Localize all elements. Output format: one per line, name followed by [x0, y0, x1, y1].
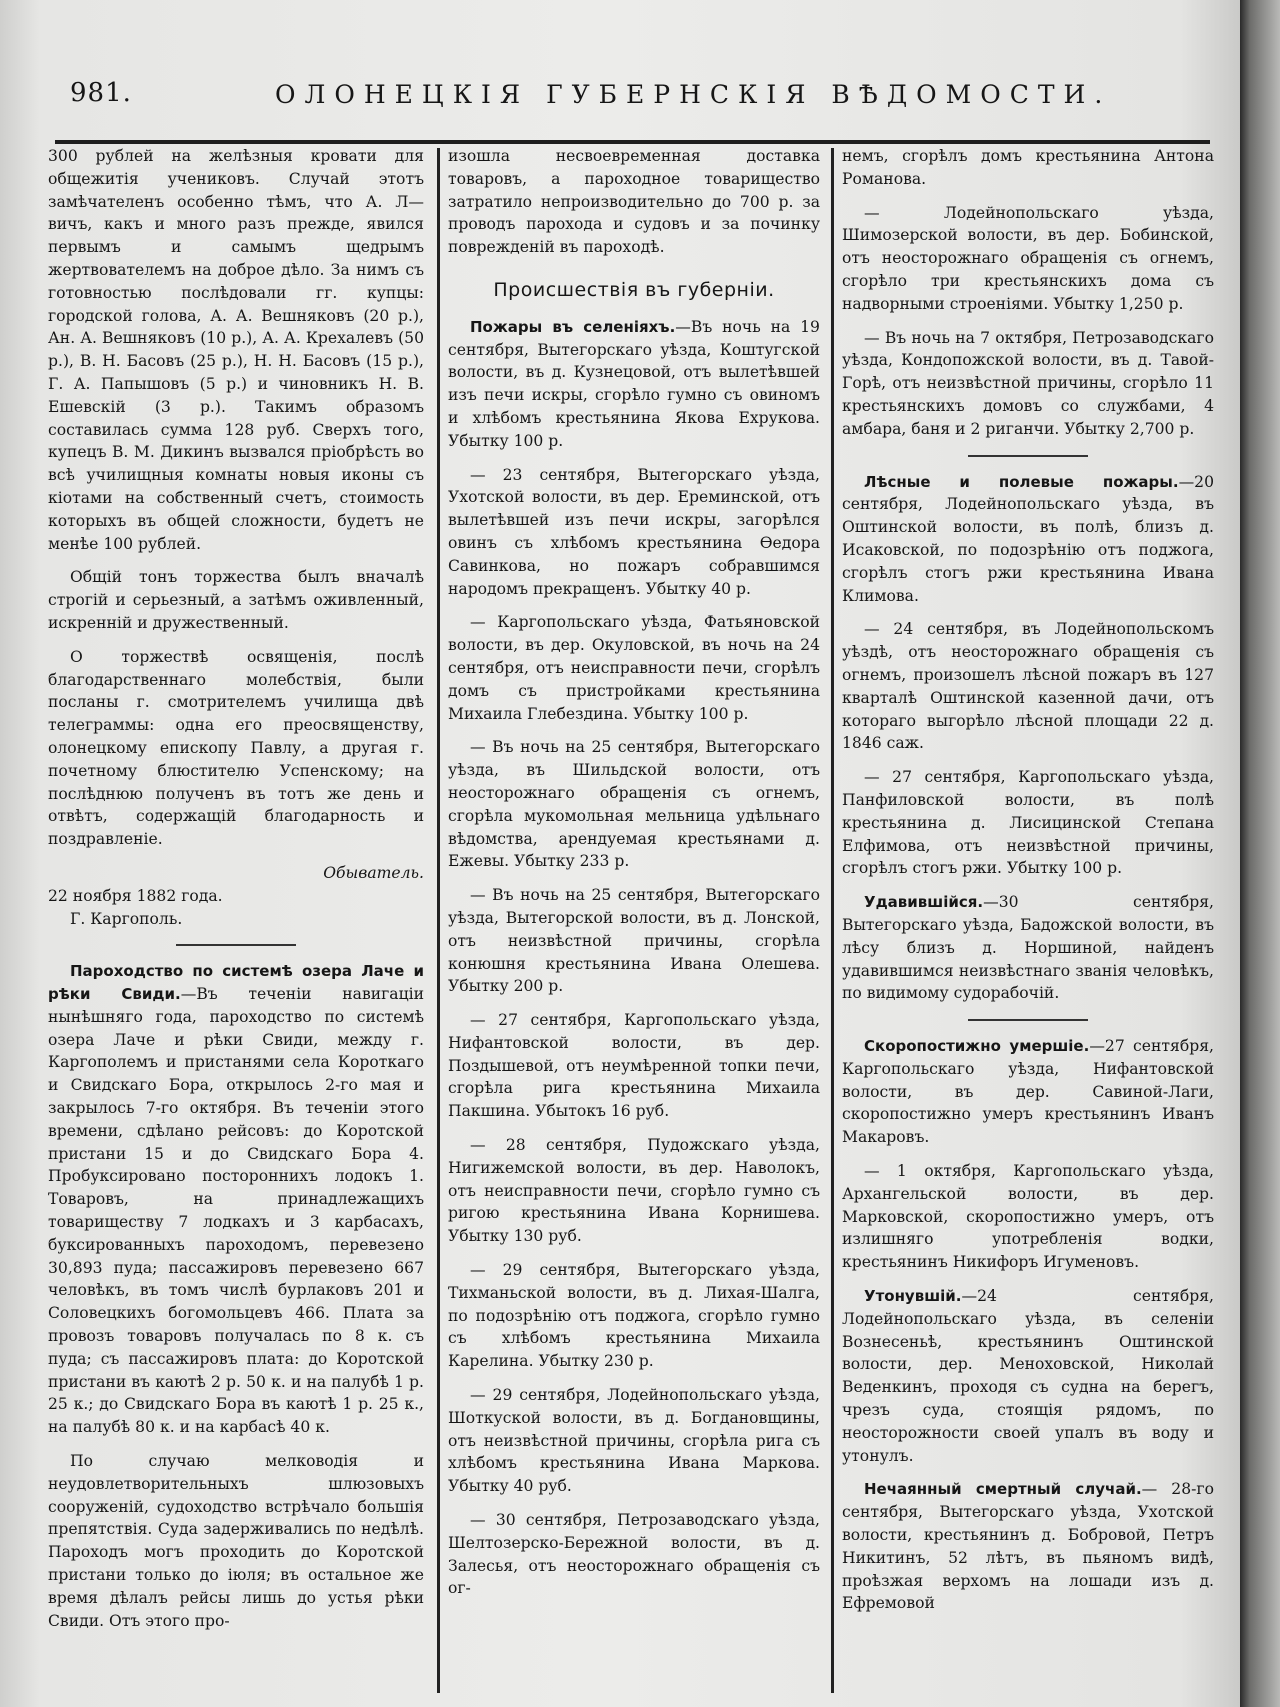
col2-paragraph-continuation: изошла несвоевременная доставка товаровъ, а пароходное товарищество затратило непроизводительно до 700 р. за проводъ парохода и судовъ и за починку поврежденій въ пароходѣ. — [448, 147, 820, 257]
col1-paragraph-telegrams: О торжествѣ освященія, послѣ благодарственнаго молебствія, были посланы г. смотрителемъ училища двѣ телеграммы: одна его преосвященству, олонецкому епископу Павлу, а другая г. почетному блюстителю Успенскому; на послѣднюю полученъ въ тотъ же день и отвѣтъ, содержащій благодарность и поздравленіе. — [48, 647, 424, 849]
village-fires-body: —Въ ночь на 19 сентября, Вытегорскаго уѣзда, Коштугской волости, въ д. Кузнецовой, отъ вылетѣвшей изъ печи искры, сгорѣло гумно съ овиномъ и хлѣбомъ крестьянина Якова Ехрукова. Убытку 100 р. — [448, 317, 820, 450]
col2-item-4: — Въ ночь на 25 сентября, Вытегорскаго уѣзда, въ Шильдской волости, отъ неосторожнаго обращенія съ огнемъ, сгорѣла мукомольная мельница удѣльнаго вѣдомства, арендуемая крестьянами д. Ежевы. Убытку 233 р. — [448, 738, 820, 871]
col1-signature: Обыватель. — [323, 863, 424, 882]
col2-item-7: — 28 сентября, Пудожскаго уѣзда, Нигижемской волости, въ дер. Наволокъ, отъ неисправности печи, сгорѣло гумно съ ригою крестьянина Ивана Корнишева. Убытку 130 руб. — [448, 1136, 820, 1246]
col3-paragraph-hanged — [842, 891, 1214, 1005]
drowned-heading: Утонувшій. — [864, 1287, 962, 1306]
forest-fires-body: —20 сентября, Лодейнопольскаго уѣзда, въ Оштинской волости, въ полѣ, близъ д. Исаковской, по подозрѣнію отъ поджога, сгорѣлъ стогъ ржи крестьянина Ивана Климова. — [842, 472, 1214, 605]
sudden-death-heading: Скоропостижно умершіе. — [864, 1037, 1090, 1056]
hanged-body: —30 сентября, Вытегорскаго уѣзда, Бадожской волости, въ лѣсу близъ д. Норшиной, найденъ удавившимся неизвѣстнаго званія человѣкъ, по видимому судорабочій. — [842, 893, 1214, 1003]
col3-paragraph-continuation: немъ, сгорѣлъ домъ крестьянина Антона Романова. — [842, 147, 1214, 188]
col3-separator-2 — [968, 1019, 1088, 1021]
accident-heading: Нечаянный смертный случай. — [864, 1480, 1142, 1499]
hanged-heading: Удавившійся. — [864, 893, 984, 912]
accident-body: — 28-го сентября, Вытегорскаго уѣзда, Ухотской волости, крестьянинъ д. Бобровой, Петръ Никитинъ, 52 лѣтъ, въ пьяномъ видѣ, проѣзжая верхомъ на лошади изъ д. Ефремовой — [842, 1480, 1214, 1613]
col3-item-2: — Лодейнопольскаго уѣзда, Шимозерской волости, въ дер. Бобинской, отъ неосторожнаго обращенія съ огнемъ, сгорѣло три крестьянскихъ дома съ надворными строеніями. Убытку 1,250 р. — [842, 203, 1214, 313]
header-rule — [55, 140, 1210, 144]
col3-paragraph-accident — [842, 1478, 1214, 1615]
col1-separator — [176, 944, 296, 946]
sudden-death-body: —27 сентября, Каргопольскаго уѣзда, Нифантовской волости, въ дер. Савиной-Лаги, скоропостижно умеръ крестьянинъ Иванъ Макаровъ. — [842, 1037, 1214, 1147]
col3-item-forest-2: — 24 сентября, въ Лодейнопольскомъ уѣздѣ, отъ неосторожнаго обращенія съ огнемъ, произошелъ лѣсной пожаръ въ 127 кварталѣ Оштинской казенной дачи, отъ котораго выгорѣло лѣсной площади 22 д. 1846 саж. — [842, 620, 1214, 753]
col3-item-3: — Въ ночь на 7 октября, Петрозаводскаго уѣзда, Кондопожской волости, въ д. Тавой-Горѣ, отъ неизвѣстной причины, сгорѣло 11 крестьянскихъ домовъ со службами, 4 амбара, баня и 2 риганчи. Убытку 2,700 р. — [842, 328, 1214, 438]
col3-item-sudden-2: — 1 октября, Каргопольскаго уѣзда, Архангельской волости, въ дер. Марковской, скоропостижно умеръ, отъ излишняго употребленія водки, крестьянинъ Никифоръ Игуменовъ. — [842, 1162, 1214, 1272]
village-fires-heading: Пожары въ селеніяхъ. — [470, 317, 676, 336]
col2-item-3: — Каргопольскаго уѣзда, Фатьяновской волости, въ дер. Окуловской, въ ночь на 24 сентября, отъ неисправности печи, сгорѣлъ домъ съ пристройками крестьянина Михаила Глебездина. Убытку 100 р. — [448, 613, 820, 723]
incidents-heading: Происшествія въ губерніи. — [493, 278, 775, 301]
col3-paragraph-drowned — [842, 1285, 1214, 1467]
col2-item-10: — 30 сентября, Петрозаводскаго уѣзда, Шелтозерско-Бережной волости, въ д. Залесья, отъ неосторожнаго обращенія съ ог- — [448, 1511, 820, 1598]
col3-paragraph-sudden-death — [842, 1035, 1214, 1149]
column-divider-right — [831, 148, 834, 1693]
steamship-heading: Пароходство по системѣ озера Лаче и рѣки Свиди. — [48, 962, 424, 1004]
col1-place: Г. Каргополь. — [70, 909, 183, 928]
page-number: 981. — [70, 78, 132, 108]
col3-paragraph-forest-fires — [842, 471, 1214, 608]
col2-item-9: — 29 сентября, Лодейнопольскаго уѣзда, Шоткуской волости, въ д. Богдановщины, отъ неизвѣстной причины, сгорѣла рига съ хлѣбомъ крестьянина Ивана Маркова. Убытку 40 руб. — [448, 1386, 820, 1496]
column-divider-left — [437, 148, 440, 1693]
col2-paragraph-village-fires — [448, 316, 820, 453]
masthead-title: ОЛОНЕЦКІЯ ГУБЕРНСКІЯ ВѢДОМОСТИ. — [275, 80, 1112, 109]
column-2 — [448, 145, 820, 1611]
column-1 — [48, 145, 424, 1643]
steamship-body: —Въ теченіи навигаціи нынѣшняго года, пароходство по системѣ озера Лаче и рѣки Свиди, между г. Каргополемъ и пристанями села Короткаго и Свидскаго Бора, открылось 2-го мая и закрылось 7-го октября. Въ теченіи этого времени, сдѣлано рейсовъ: до Коротской пристани 15 и до Свидскаго Бора 4. Пробуксировано постороннихъ лодокъ 1. Товаровъ, на принадлежащихъ товариществу 7 лодкахъ и 3 карбасахъ, буксированныхъ пароходомъ, перевезено 30,893 пуда; пассажировъ перевезено 667 человѣкъ, въ томъ числѣ бурлаковъ 201 и Соловецкихъ богомольцевъ 466. Плата за провозъ товаровъ получалась по 8 к. съ пуда; съ пассажировъ плата: до Коротской пристани въ каютѣ 2 р. 50 к. и на палубѣ 1 р. 25 к.; до Свидскаго Бора въ каютѣ 1 р. 25 к., на палубѣ 80 к. и на карбасѣ 40 к. — [48, 985, 424, 1437]
forest-fires-heading: Лѣсные и полевые пожары. — [864, 472, 1179, 491]
col3-item-forest-3: — 27 сентября, Каргопольскаго уѣзда, Панфиловской волости, въ полѣ крестьянина д. Лисицинской Степана Елфимова, отъ неизвѣстной причины, сгорѣлъ стогъ ржи. Убытку 100 р. — [842, 768, 1214, 878]
col3-separator-1 — [968, 455, 1088, 457]
col1-paragraph-tone: Общій тонъ торжества былъ вначалѣ строгій и серьезный, а затѣмъ оживленный, искренній и дружественный. — [48, 568, 424, 632]
col1-paragraph-shallows: По случаю мелководія и неудовлетворительныхъ шлюзовыхъ сооруженій, судоходство встрѣчало большія препятствія. Суда задерживались по недѣлѣ. Пароходъ могъ проходить до Коротской пристани только до іюля; въ остальное же время дѣлалъ рейсы лишь до устья рѣки Свиди. Отъ этого про- — [48, 1452, 424, 1630]
col1-paragraph-steamship — [48, 960, 424, 1439]
page-edge-shadow — [1240, 0, 1280, 1707]
col2-item-6: — 27 сентября, Каргопольскаго уѣзда, Нифантовской волости, въ дер. Поздышевой, отъ неумѣренной топки печи, сгорѣла рига крестьянина Михаила Пакшина. Убытокъ 16 руб. — [448, 1011, 820, 1121]
page-header — [60, 78, 1210, 118]
col1-paragraph-donations: 300 рублей на желѣзныя кровати для общежитія учениковъ. Случай этотъ замѣчателенъ особенно тѣмъ, что А. Л—вичъ, какъ и много разъ прежде, явился первымъ и самымъ щедрымъ жертвователемъ на доброе дѣло. За нимъ съ готовностью послѣдовали гг. купцы: городской голова, А. А. Вешняковъ (20 р.), Ан. А. Вешняковъ (10 р.), А. А. Крехалевъ (50 р.), В. Н. Басовъ (25 р.), Н. Н. Басовъ (15 р.), Г. А. Папышовъ (5 р.) и чиновникъ Н. В. Ешевскій (3 р.). Такимъ образомъ составилась сумма 128 руб. Сверхъ того, купецъ В. М. Дикинъ вызвался пріобрѣсть во всѣ училищныя комнаты новыя иконы съ кіотами на собственный счетъ, стоимость которыхъ въ общей сложности, будетъ не менѣе 100 рублей. — [48, 147, 424, 553]
drowned-body: —24 сентября, Лодейнопольскаго уѣзда, въ селеніи Вознесеньѣ, крестьянинъ Оштинской волости, дер. Меноховской, Николай Веденкинъ, проходя съ судна на берегъ, чрезъ суда, стоящія рядомъ, по неосторожности своей упалъ въ воду и утонулъ. — [842, 1287, 1214, 1465]
column-3 — [842, 145, 1214, 1626]
col2-item-5: — Въ ночь на 25 сентября, Вытегорскаго уѣзда, Вытегорской волости, въ д. Лонской, отъ неизвѣстной причины, сгорѣла конюшня крестьянина Ивана Олешева. Убытку 200 р. — [448, 886, 820, 996]
col2-item-2: — 23 сентября, Вытегорскаго уѣзда, Ухотской волости, въ дер. Ереминской, отъ вылетѣвшей изъ печи искры, загорѣлся овинъ съ хлѣбомъ крестьянина Ѳедора Савинкова, но пожаръ собравшимся народомъ прекращенъ. Убытку 40 р. — [448, 465, 820, 598]
col2-item-8: — 29 сентября, Вытегорскаго уѣзда, Тихманьской волости, въ д. Лихая-Шалга, по подозрѣнію отъ поджога, сгорѣло гумно съ хлѣбомъ крестьянина Михаила Карелина. Убытку 230 р. — [448, 1261, 820, 1371]
col1-date: 22 ноября 1882 года. — [48, 886, 223, 905]
